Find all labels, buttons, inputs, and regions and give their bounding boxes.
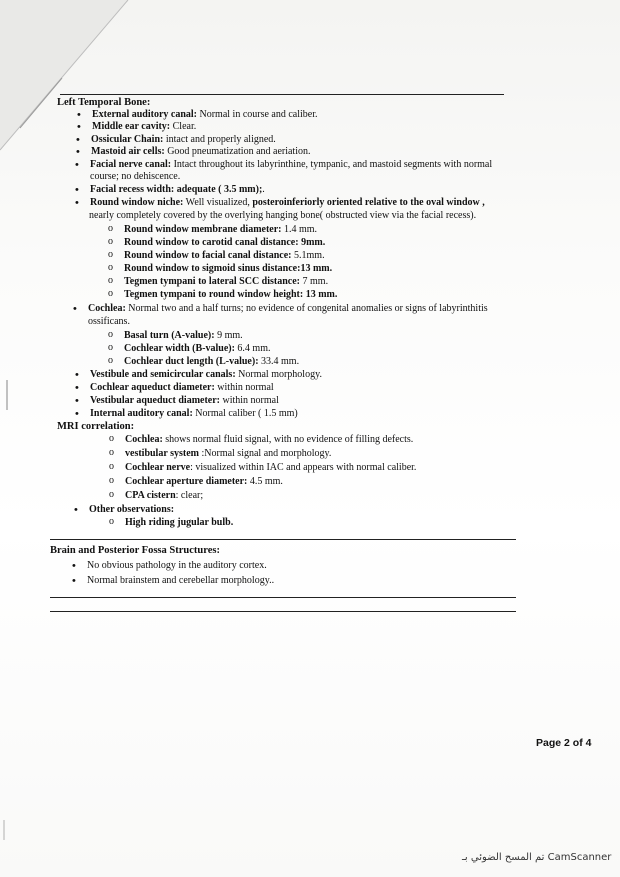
item-label: Middle ear cavity: — [92, 121, 171, 132]
page-current: 2 — [564, 737, 570, 749]
item-text: Normal two and a half turns; no evidence of congenital anomalies or signs of labyrinthitis — [125, 303, 488, 314]
item-text: within normal — [214, 382, 274, 393]
item-label: External auditory canal: — [92, 109, 197, 120]
item-label: Facial nerve canal: — [90, 159, 172, 170]
sub-item-value: 5.1mm. — [291, 250, 325, 261]
section-heading-left-temporal: Left Temporal Bone: — [57, 97, 151, 108]
list-item-vestibule — [90, 369, 322, 381]
page-total: 4 — [585, 737, 592, 749]
list-item-ossicular — [91, 134, 276, 146]
sub-item-label: Cochlear width (B-value): — [124, 343, 235, 354]
sub-item-value: 33.4 mm. — [258, 356, 300, 367]
sub-item-mri-aperture — [125, 476, 283, 488]
sub-item-value: :Normal signal and morphology. — [198, 448, 332, 459]
list-item-vest-aqueduct — [90, 395, 279, 407]
sub-item-mri-cpa — [125, 490, 203, 502]
section-heading-brain: Brain and Posterior Fossa Structures: — [50, 545, 220, 556]
section-heading-mri: MRI correlation: — [57, 421, 135, 432]
page-number — [536, 737, 591, 749]
list-item-continuation: ossificans. — [88, 316, 130, 327]
sub-item-label: Basal turn (A-value): — [124, 330, 215, 341]
item-label: Cochlear aqueduct diameter: — [90, 382, 215, 393]
sub-item-basal-turn — [124, 330, 243, 342]
list-item-continuation: nearly completely covered by the overlying hanging bone( obstructed view via the facial recess). — [89, 210, 477, 221]
sub-item-value: : clear; — [175, 490, 204, 501]
sub-item-cochlear-duct — [124, 356, 299, 368]
section-divider — [50, 611, 516, 612]
list-item-rw-niche — [90, 197, 485, 209]
sub-item-label: Round window to sigmoid sinus distance: — [124, 263, 301, 274]
sub-item-tegmen-scc — [124, 276, 328, 288]
scan-edge-mark — [6, 380, 8, 410]
sub-item-rw-facial — [124, 250, 325, 262]
sub-item-label: Cochlear duct length (L-value): — [124, 356, 259, 367]
sub-item-value: 13 mm. — [303, 289, 338, 300]
sub-item-value: : visualized within IAC and appears with normal caliber. — [190, 462, 417, 473]
sub-item-value: shows normal fluid signal, with no evidence of filling defects. — [162, 434, 414, 445]
item-label: Vestibular aqueduct diameter: — [90, 395, 220, 406]
list-item-auditory-cortex: • No obvious pathology in the auditory cortex. — [87, 560, 267, 572]
section-divider — [50, 539, 516, 540]
sub-item-value: 9 mm. — [214, 330, 243, 341]
sub-item-label: Round window to carotid canal distance: — [124, 237, 299, 248]
item-label: Vestibule and semicircular canals: — [90, 369, 236, 380]
camscanner-watermark: تم المسح الضوئي بـ CamScanner — [462, 852, 612, 863]
list-item-continuation: course; no dehiscence. — [90, 171, 181, 182]
list-item-coch-aqueduct — [90, 382, 274, 394]
item-label: Mastoid air cells: — [91, 146, 165, 157]
list-item-other-observations: • Other observations: — [89, 504, 174, 516]
sub-item-label: Cochlear aperture diameter: — [125, 476, 248, 487]
item-text: Normal morphology. — [235, 369, 322, 380]
sub-item-value: 13 mm. — [300, 263, 333, 274]
sub-item-cochlear-width — [124, 343, 270, 355]
sub-item-jugular-bulb: o High riding jugular bulb. — [125, 517, 233, 529]
item-label: Cochlea: — [88, 303, 126, 314]
item-text: Normal in course and caliber. — [197, 109, 318, 120]
item-text: , — [479, 197, 485, 208]
page-prefix: Page — [536, 737, 565, 749]
list-item-iac — [90, 408, 298, 420]
item-emphasis: posteroinferiorly oriented relative to the oval window — [252, 197, 480, 208]
sub-item-value: 7 mm. — [300, 276, 329, 287]
sub-item-rw-carotid — [124, 237, 325, 249]
list-item-middle-ear — [92, 121, 196, 133]
list-item-facial-canal — [90, 159, 492, 171]
item-text: within normal — [220, 395, 279, 406]
item-text: Intact throughout its labyrinthine, tympanic, and mastoid segments with normal — [171, 159, 493, 170]
item-label: Round window niche: — [90, 197, 184, 208]
page-of: of — [569, 737, 586, 749]
section-divider — [50, 597, 516, 598]
sub-item-mri-cochlea — [125, 434, 413, 446]
list-item-cochlea — [88, 303, 488, 315]
item-text: intact and properly aligned. — [163, 134, 276, 145]
sub-item-rw-membrane — [124, 224, 317, 236]
item-text: Well visualized, — [183, 197, 253, 208]
item-text: Good pneumatization and aeriation. — [164, 146, 311, 157]
sub-item-mri-cochlear-nerve — [125, 462, 416, 474]
sub-item-rw-sigmoid — [124, 263, 332, 275]
sub-item-value: 6.4 mm. — [234, 343, 271, 354]
sub-item-label: Round window membrane diameter: — [124, 224, 282, 235]
list-item-ext-canal — [92, 109, 318, 121]
sub-item-label: vestibular system — [125, 448, 199, 459]
item-label: Internal auditory canal: — [90, 408, 193, 419]
list-item-brainstem: • Normal brainstem and cerebellar morphology.. — [87, 575, 274, 587]
sub-item-value: 9mm. — [298, 237, 326, 248]
sub-item-label: Tegmen tympani to lateral SCC distance: — [124, 276, 301, 287]
list-item-facial-recess — [90, 184, 265, 196]
item-text: Normal caliber ( 1.5 mm) — [192, 408, 298, 419]
sub-item-tegmen-rw — [124, 289, 337, 301]
sub-item-mri-vestibular — [125, 448, 331, 460]
scan-edge-mark — [3, 820, 5, 840]
sub-item-label: Tegmen tympani to round window height: — [124, 289, 304, 300]
sub-item-label: CPA cistern — [125, 490, 176, 501]
top-rule — [60, 94, 504, 95]
sub-item-label: Cochlear nerve — [125, 462, 191, 473]
sub-item-label: Round window to facial canal distance: — [124, 250, 292, 261]
list-item-mastoid — [91, 146, 311, 158]
sub-item-label: Cochlea: — [125, 434, 163, 445]
item-label: Ossicular Chain: — [91, 134, 164, 145]
item-label: Facial recess width: adequate ( 3.5 mm); — [90, 184, 263, 195]
item-text: . — [262, 184, 265, 195]
sub-item-value: 1.4 mm. — [281, 224, 318, 235]
sub-item-value: 4.5 mm. — [247, 476, 283, 487]
item-text: Clear. — [170, 121, 197, 132]
